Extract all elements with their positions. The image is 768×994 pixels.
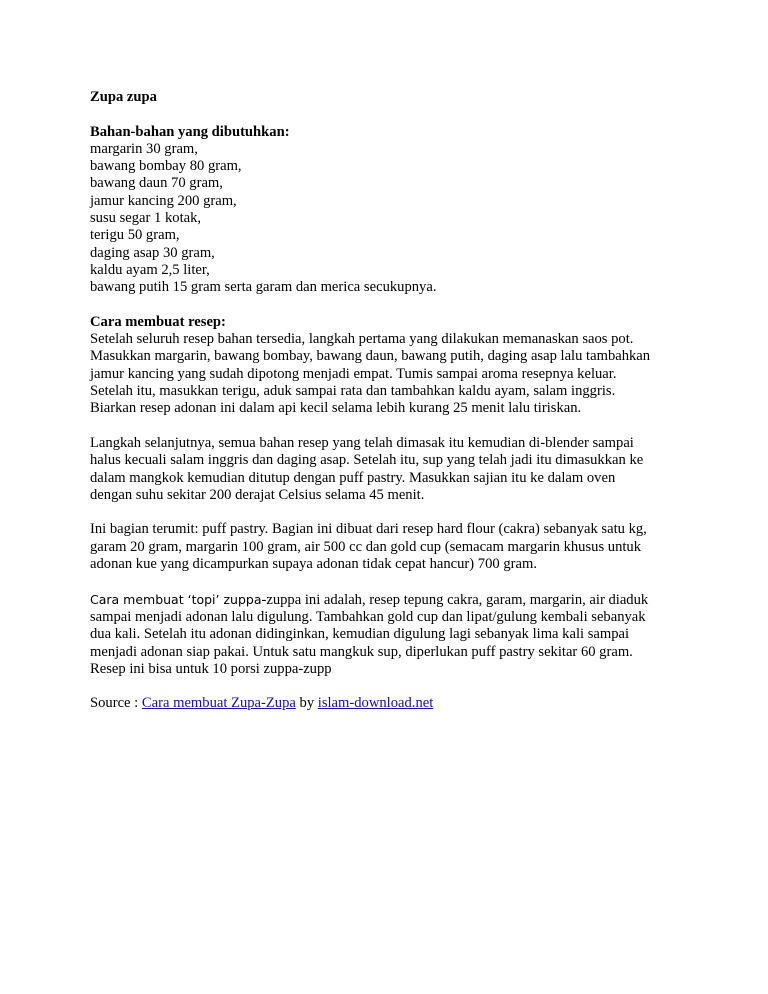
- ingredient-item: susu segar 1 kotak,: [90, 210, 202, 227]
- spacer: [90, 106, 690, 123]
- ingredient-item: daging asap 30 gram,: [90, 244, 215, 261]
- spacer: [90, 678, 690, 695]
- ingredient-item: bawang bombay 80 gram,: [90, 158, 242, 175]
- method-paragraph-line: Resep ini bisa untuk 10 porsi zuppa-zupp: [90, 660, 332, 677]
- method-paragraph-line: [90, 591, 690, 609]
- ingredients-heading: Bahan-bahan yang dibutuhkan:: [90, 123, 290, 140]
- method-paragraph-line: Setelah itu, masukkan terigu, aduk sampai rata dan tambahkan kaldu ayam, salam inggris.: [90, 383, 616, 400]
- source-line: [90, 695, 690, 712]
- document-page: [90, 89, 690, 713]
- ingredient-item: jamur kancing 200 gram,: [90, 192, 237, 209]
- method-paragraph-line: Langkah selanjutnya, semua bahan resep yang telah dimasak itu kemudian di-blender sampai: [90, 434, 634, 451]
- source-link-site[interactable]: islam-download.net: [317, 695, 434, 712]
- source-prefix: Source :: [90, 695, 142, 712]
- ingredient-item: terigu 50 gram,: [90, 227, 180, 244]
- method-paragraph-line: menjadi adonan siap pakai. Untuk satu mangkuk sup, diperlukan puff pastry sekitar 60 gram.: [90, 643, 633, 660]
- method-paragraph-line: Ini bagian terumit: puff pastry. Bagian ini dibuat dari resep hard flour (cakra) sebanyak satu kg,: [90, 521, 647, 538]
- ingredient-item: bawang putih 15 gram serta garam dan merica secukupnya.: [90, 279, 437, 296]
- method-paragraph-line: Masukkan margarin, bawang bombay, bawang daun, bawang putih, daging asap lalu tambahkan: [90, 348, 651, 365]
- spacer: [90, 297, 690, 314]
- spacer: [90, 504, 690, 521]
- method-paragraph-line: Setelah seluruh resep bahan tersedia, langkah pertama yang dilakukan memanaskan saos pot.: [90, 331, 634, 348]
- method-paragraph-line: jamur kancing yang sudah dipotong menjadi empat. Tumis sampai aroma resepnya keluar.: [90, 365, 617, 382]
- ingredient-item: bawang daun 70 gram,: [90, 175, 223, 192]
- method-paragraph-line: dua kali. Setelah itu adonan didinginkan, kemudian digulung lagi sebanyak lima kali sampai: [90, 626, 630, 643]
- method-paragraph-line: dengan suhu sekitar 200 derajat Celsius selama 45 menit.: [90, 486, 425, 503]
- method-paragraph-line: garam 20 gram, margarin 100 gram, air 500 cc dan gold cup (semacam margarin khusus untuk: [90, 538, 642, 555]
- spacer: [90, 418, 690, 435]
- ingredient-item: margarin 30 gram,: [90, 140, 198, 157]
- method-paragraph-line: adonan kue yang dicampurkan supaya adonan tidak cepat hancur) 700 gram.: [90, 556, 537, 573]
- ingredient-item: kaldu ayam 2,5 liter,: [90, 261, 210, 278]
- source-by: by: [295, 695, 318, 712]
- method-paragraph-line: Biarkan resep adonan ini dalam api kecil selama lebih kurang 25 menit lalu tiriskan.: [90, 400, 582, 417]
- recipe-title: Zupa zupa: [90, 89, 157, 105]
- method-paragraph-line: sampai menjadi adonan lalu digulung. Tambahkan gold cup dan lipat/gulung kembali sebanyak: [90, 608, 646, 625]
- topi-phrase: Cara membuat ‘topi’ zuppa: [90, 591, 262, 607]
- method-paragraph-line: dalam mangkok kemudian ditutup dengan puff pastry. Masukkan sajian itu ke dalam oven: [90, 469, 616, 486]
- spacer: [90, 573, 690, 590]
- topi-phrase-rest: -zuppa ini adalah, resep tepung cakra, garam, margarin, air diaduk: [261, 591, 649, 608]
- method-heading: Cara membuat resep:: [90, 313, 226, 330]
- source-link-recipe[interactable]: Cara membuat Zupa-Zupa: [141, 695, 296, 712]
- method-paragraph-line: halus kecuali salam inggris dan daging asap. Setelah itu, sup yang telah jadi itu dimasukkan ke: [90, 452, 644, 469]
